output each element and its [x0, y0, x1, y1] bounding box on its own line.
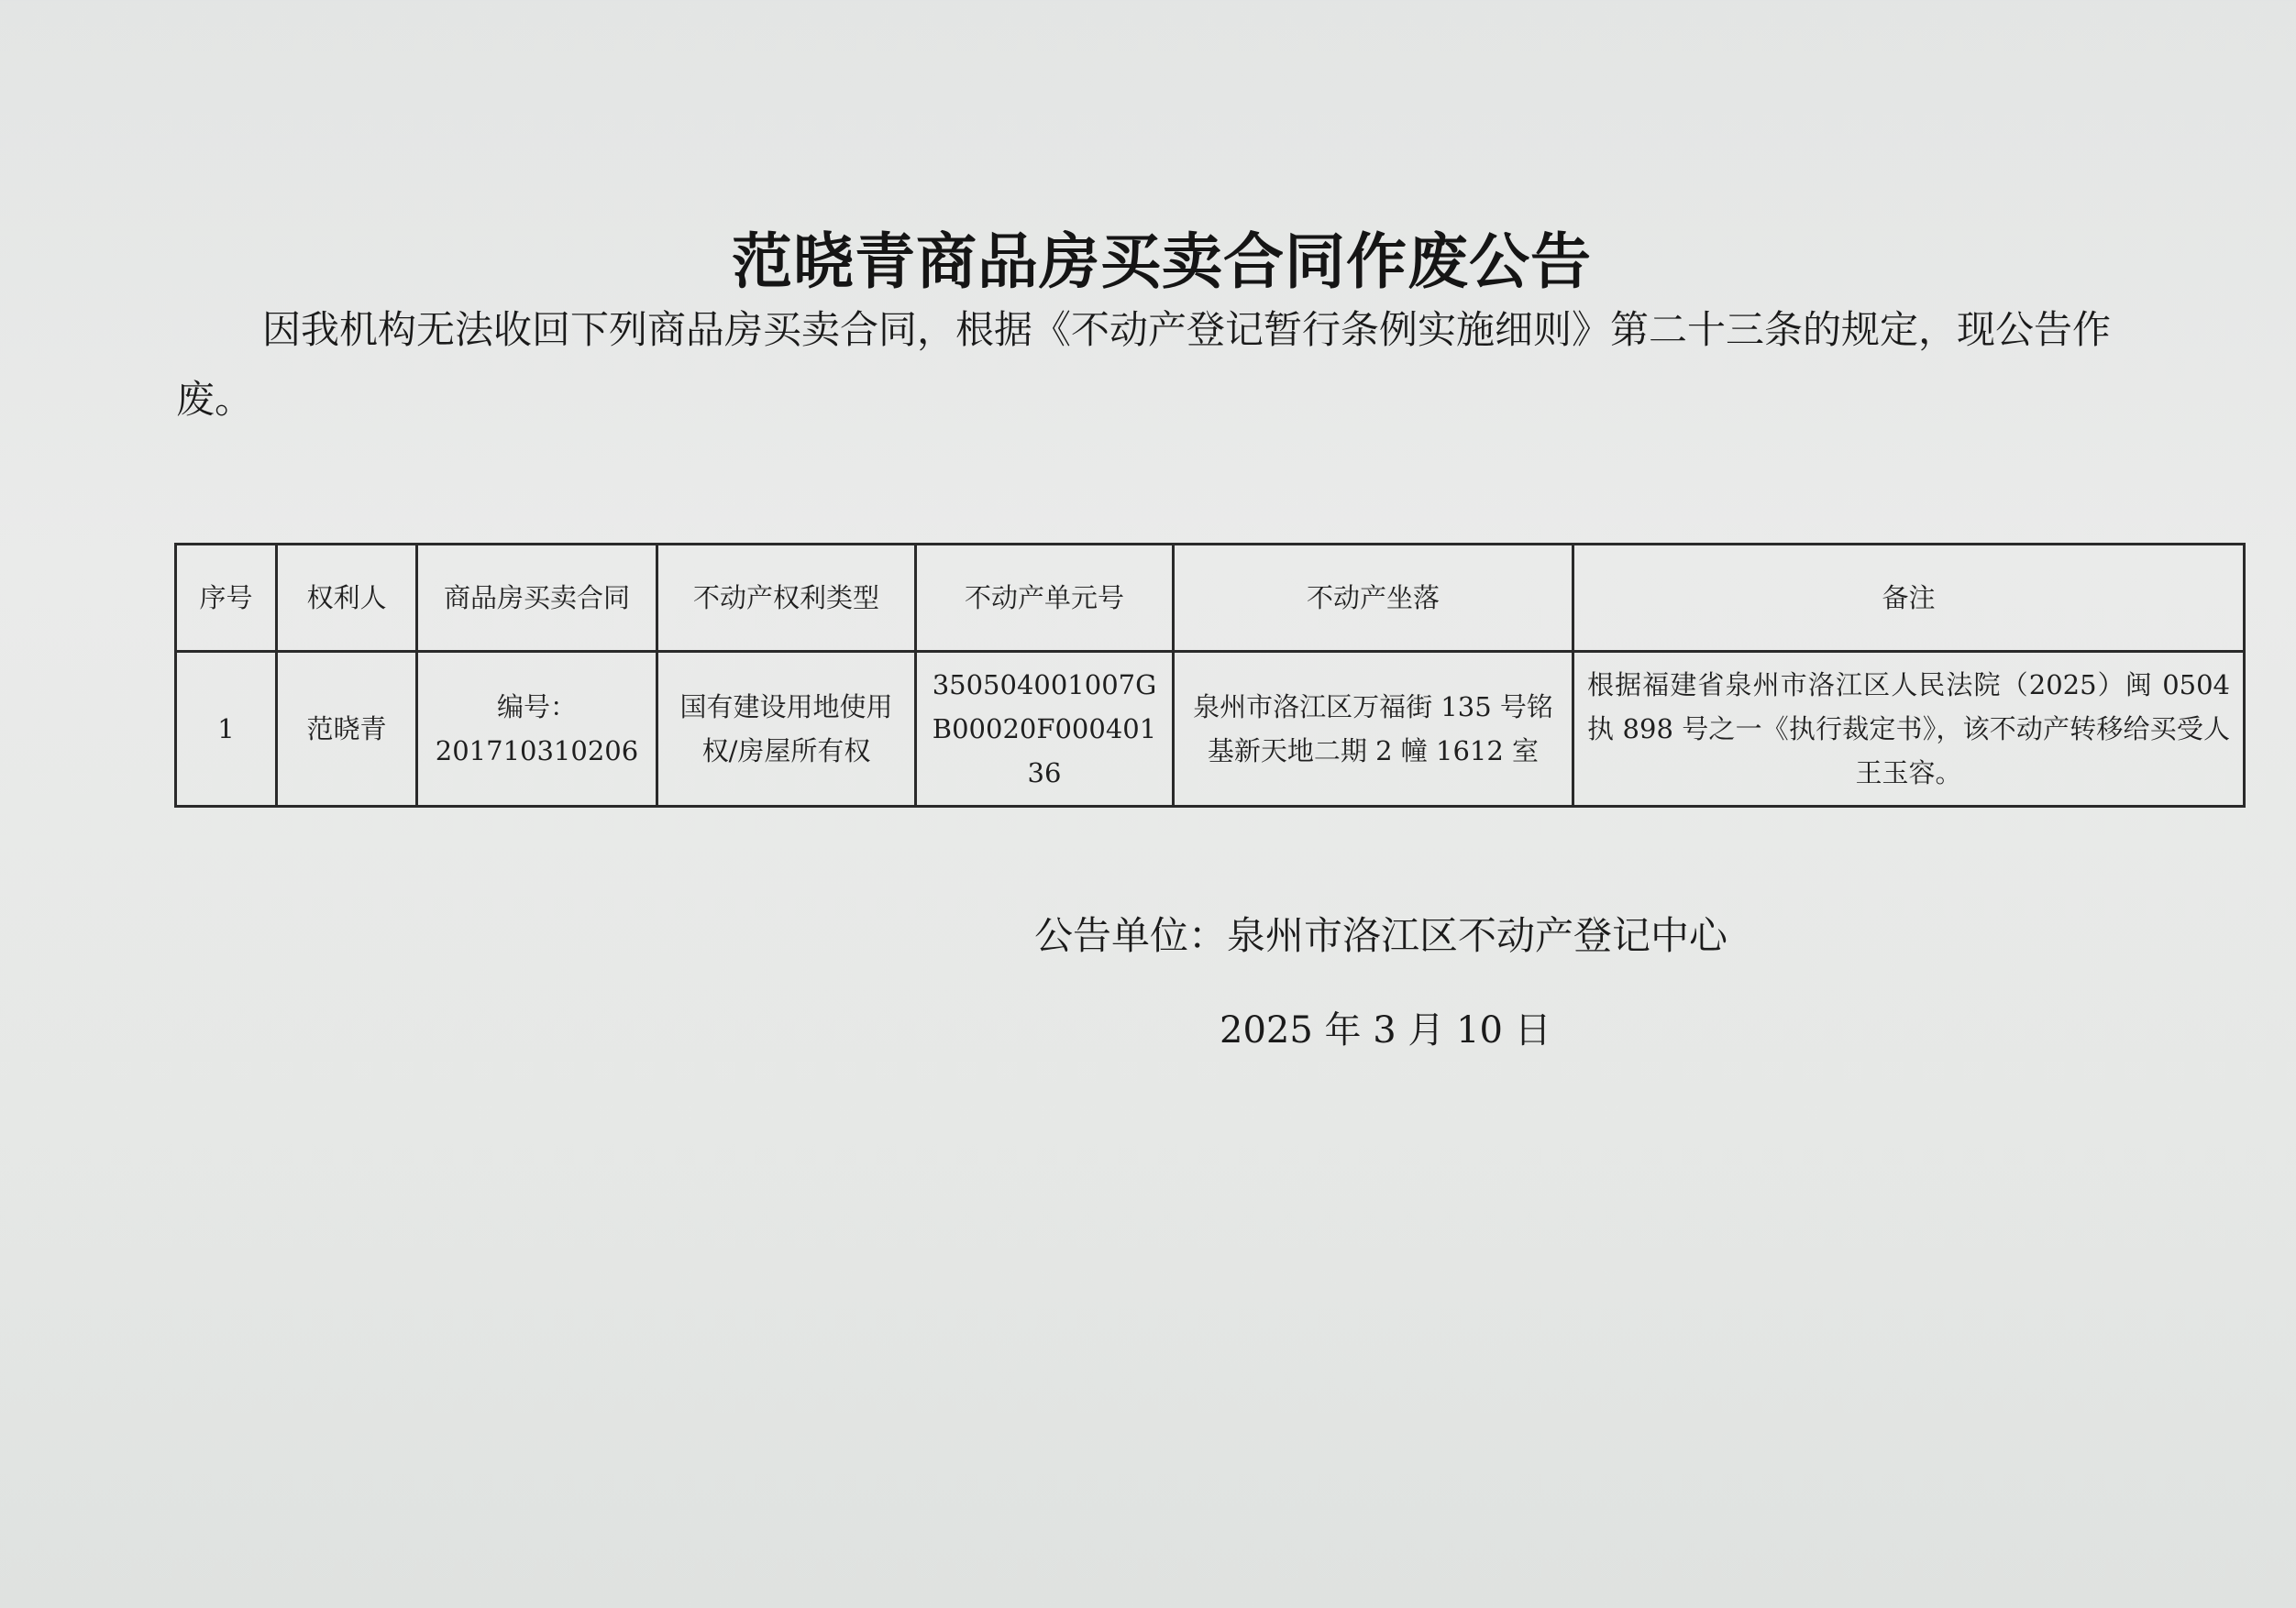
cell-contract: 编号：201710310206 [417, 652, 657, 807]
header-location: 不动产坐落 [1174, 545, 1573, 652]
notice-intro: 因我机构无法收回下列商品房买卖合同，根据《不动产登记暂行条例实施细则》第二十三条的规定，现公告作废。 [176, 307, 2112, 422]
issuer-line: 公告单位：泉州市洛江区不动产登记中心 [1034, 913, 1728, 958]
notice-date: 2025 年 3 月 10 日 [1220, 1009, 1551, 1052]
table-row [176, 652, 2245, 807]
header-owner: 权利人 [277, 545, 417, 652]
notice-title: 范晓青商品房买卖合同作废公告 [732, 226, 1592, 297]
header-index: 序号 [176, 545, 277, 652]
cell-unit-no: 350504001007GB00020F00040136 [916, 652, 1174, 807]
cell-remark: 根据福建省泉州市洛江区人民法院（2025）闽 0504 执 898 号之一《执行裁定书》，该不动产转移给买受人王玉容。 [1573, 652, 2245, 807]
header-contract: 商品房买卖合同 [417, 545, 657, 652]
cell-index: 1 [176, 652, 277, 807]
cell-right-type: 国有建设用地使用权/房屋所有权 [657, 652, 916, 807]
contract-table [174, 543, 2246, 808]
header-unit-no: 不动产单元号 [916, 545, 1174, 652]
cell-owner: 范晓青 [277, 652, 417, 807]
header-right-type: 不动产权利类型 [657, 545, 916, 652]
table-header-row [176, 545, 2245, 652]
cell-location: 泉州市洛江区万福街 135 号铭基新天地二期 2 幢 1612 室 [1174, 652, 1573, 807]
header-remark: 备注 [1573, 545, 2245, 652]
